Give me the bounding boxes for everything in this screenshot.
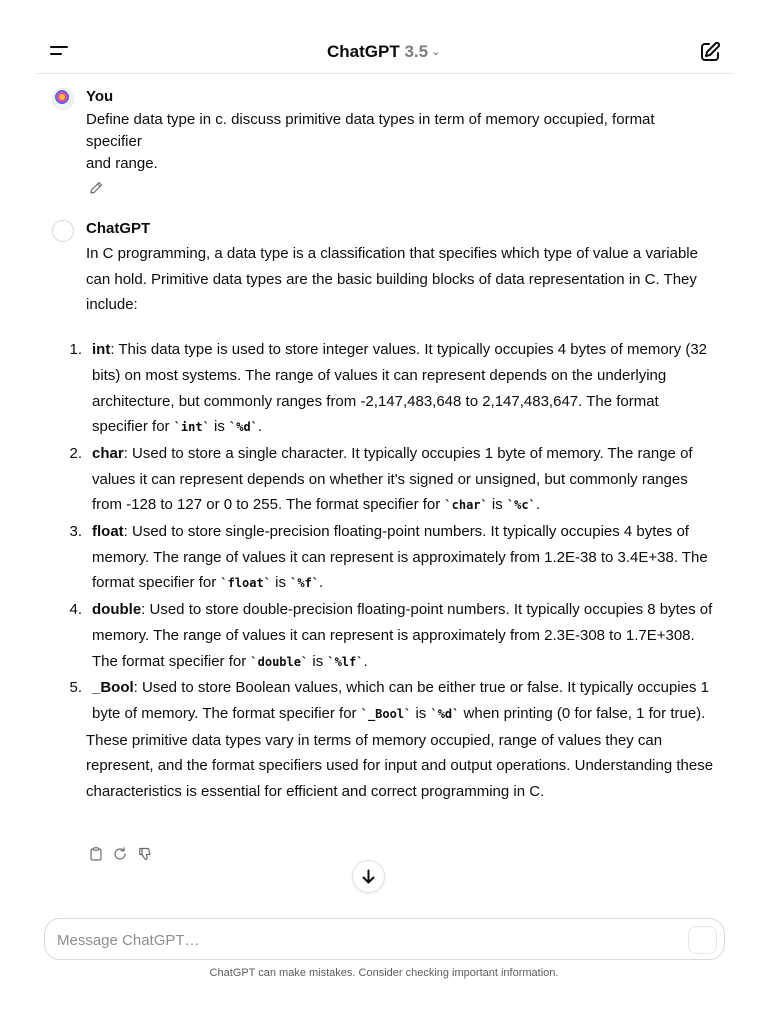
menu-icon-line	[50, 53, 62, 55]
data-type-term: float	[92, 523, 124, 541]
list-text: .	[363, 652, 368, 670]
list-text: is	[270, 574, 291, 592]
assistant-summary: These primitive data types vary in terms of memory occupied, range of values they can represent, and the format specifiers used for input and output operations. Understanding these characteristics is essential for efficient and correct programming in C.	[86, 731, 714, 801]
avatar	[52, 220, 74, 242]
chevron-down-icon: ⌄	[431, 46, 441, 58]
data-type-term: int	[92, 341, 111, 359]
inline-code: `%f`	[290, 576, 320, 591]
data-type-term: _Bool	[92, 679, 134, 697]
inline-code: `%d`	[430, 706, 460, 721]
message-input[interactable]	[57, 929, 677, 951]
menu-button[interactable]	[48, 40, 72, 64]
list-item	[69, 441, 718, 519]
list-item	[69, 519, 718, 597]
new-chat-button[interactable]	[698, 40, 722, 64]
data-type-term: double	[92, 601, 142, 619]
refresh-icon	[112, 846, 128, 862]
assistant-intro: In C programming, a data type is a classification that specifies which type of value a variable can hold. Primitive data types are the basic building blocks of data representation in C. They include:	[86, 245, 698, 314]
list-text: is	[308, 652, 328, 670]
pencil-icon	[88, 180, 104, 196]
list-text: .	[257, 418, 263, 436]
list-item	[69, 597, 718, 675]
list-number: 1.	[69, 341, 82, 359]
message-composer	[44, 918, 725, 960]
list-number: 2.	[69, 444, 82, 462]
user-message-line: and range.	[86, 155, 158, 172]
list-text: .	[319, 574, 324, 592]
list-text: : This data type is used to store integer values. It typically occupies 4 bytes of memory (32 bits) on most systems. The range of values it can represent depends on the underlying architecture, but commonly ranges from -2,147,483,648 to 2,147,483,647. The format specifier for	[92, 341, 708, 436]
edit-message-button[interactable]	[88, 180, 104, 196]
inline-code: `%d`	[229, 420, 258, 435]
avatar	[52, 88, 74, 110]
list-item	[69, 337, 718, 441]
user-message-line: Define data type in c. discuss primitive data types in term of memory occupied, format specifier	[86, 111, 655, 150]
inline-code: `char`	[444, 498, 488, 513]
send-button[interactable]	[688, 926, 717, 954]
scroll-to-bottom-button[interactable]	[352, 860, 385, 893]
inline-code: `float`	[220, 576, 271, 591]
user-message-text	[86, 109, 686, 175]
list-number: 3.	[69, 523, 82, 541]
list-text: is	[411, 704, 431, 722]
list-text: : Used to store Boolean values, which can be either true or false. It typically occupies 1 byte of memory. The format specifier for	[92, 679, 709, 722]
list-item	[69, 675, 718, 727]
list-text: : Used to store a single character. It typically occupies 1 byte of memory. The range of values it can represent depends on whether it's signed or unsigned, but commonly ranges from -128 to 127 or 0 to 255. The format specifier for	[92, 444, 693, 514]
thumbs-down-icon	[137, 846, 153, 862]
arrow-down-icon	[353, 861, 384, 892]
clipboard-icon	[88, 846, 104, 862]
data-type-list	[69, 337, 718, 728]
list-number: 5.	[69, 679, 82, 697]
list-text: .	[535, 496, 541, 514]
list-number: 4.	[69, 601, 82, 619]
data-type-term: char	[92, 444, 124, 462]
assistant-message	[52, 220, 722, 840]
inline-code: `%lf`	[327, 654, 364, 669]
inline-code: `int`	[173, 420, 210, 435]
list-text: is	[487, 496, 507, 514]
list-text: : Used to store single-precision floating-point numbers. It typically occupies 4 bytes of memory. The range of values it can represent is approximately from 1.2E-38 to 3.4E+38. The format specifier for	[92, 523, 708, 592]
model-version: 3.5	[404, 42, 429, 61]
message-author: You	[86, 88, 114, 105]
top-bar	[36, 28, 733, 74]
user-message	[52, 88, 722, 203]
inline-code: `double`	[250, 654, 309, 669]
inline-code: `_Bool`	[360, 706, 412, 721]
edit-square-icon	[698, 40, 722, 64]
list-text: is	[209, 418, 229, 436]
list-text: when printing (0 for false, 1 for true).	[459, 704, 706, 722]
dislike-button[interactable]	[137, 846, 153, 862]
message-author: ChatGPT	[86, 220, 151, 237]
inline-code: `%c`	[506, 498, 536, 513]
regenerate-button[interactable]	[112, 846, 128, 862]
model-name: ChatGPT	[327, 42, 400, 61]
model-selector[interactable]	[327, 42, 440, 62]
assistant-message-body	[69, 241, 718, 805]
list-text: : Used to store double-precision floating-point numbers. It typically occupies 8 bytes of memory. The range of values it can represent is approximately from 2.3E-308 to 1.7E+308. The format specifier for	[92, 601, 713, 670]
disclaimer-text: ChatGPT can make mistakes. Consider checking important information.	[209, 967, 559, 979]
menu-icon	[50, 46, 68, 48]
copy-button[interactable]	[88, 846, 104, 862]
